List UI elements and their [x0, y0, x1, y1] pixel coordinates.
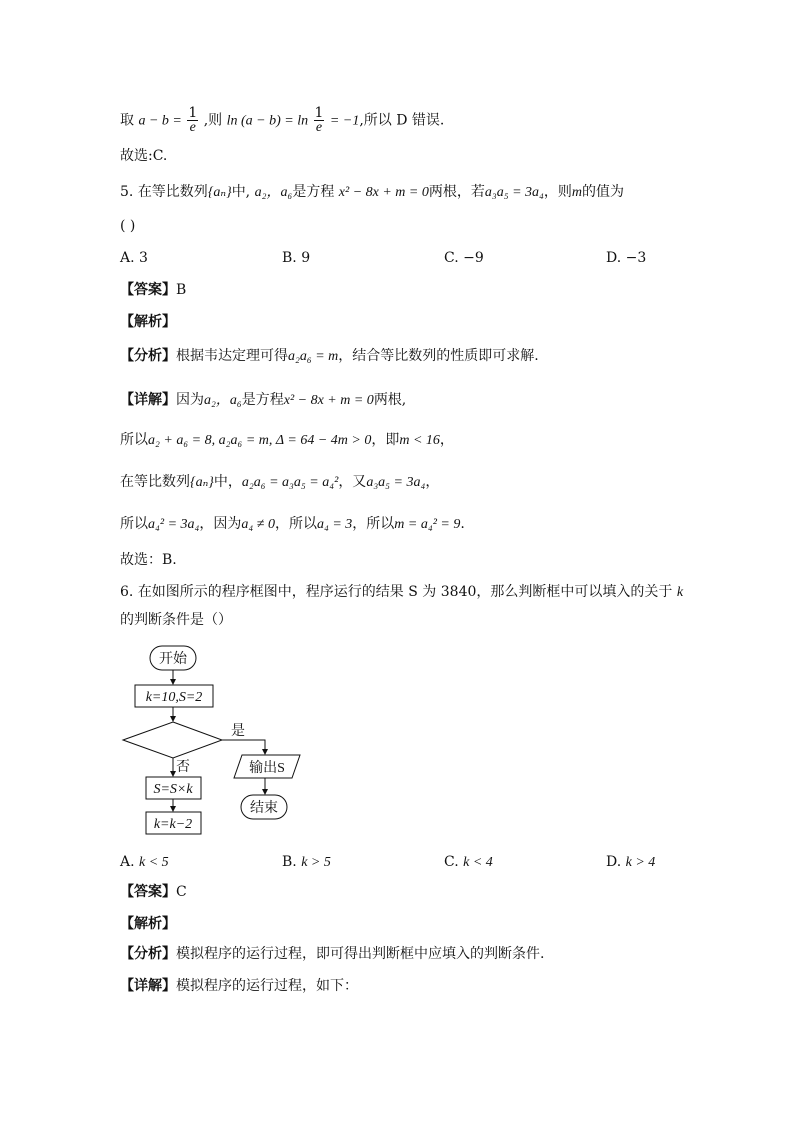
answer-value: B [176, 282, 187, 298]
text: ， [439, 432, 454, 448]
fraction [187, 106, 198, 135]
text: 所以 [120, 516, 148, 532]
option-label: A. [120, 250, 135, 266]
text: 中, [231, 184, 251, 200]
q6-option-d [606, 852, 655, 873]
multiply-label: S=S×k [153, 782, 193, 797]
q6-option-b [282, 852, 331, 873]
option-label: C. [444, 854, 459, 870]
q5-option-d [606, 248, 646, 268]
math-expr: a₂ + a₆ = 8, a₂a₆ = m, Δ = 64 − 4m > 0 [148, 433, 372, 448]
frac-num: 1 [314, 105, 324, 121]
option-value: 9 [301, 250, 311, 266]
text: 模拟程序的运行过程，如下： [176, 978, 358, 994]
text: 取 [120, 112, 134, 129]
math-expr: a₃a₅ = 3a₄ [484, 185, 544, 200]
q6-fenxi [120, 944, 544, 964]
fenxi-tag: 【分析】 [120, 348, 176, 364]
math-expr: x² − 8x + m = 0 [338, 185, 429, 200]
math-expr: x² − 8x + m = 0 [283, 393, 374, 408]
q5-fenxi [120, 346, 539, 367]
text: 是方程 [241, 392, 284, 408]
text: ,所以 D 错误. [359, 112, 445, 129]
q5-option-a [120, 248, 148, 268]
math-expr: m = a₄² = 9 [394, 517, 461, 532]
text: ，所以 [352, 516, 395, 532]
prev-solution-line [120, 106, 444, 135]
text: . [460, 516, 465, 532]
q5-option-c [444, 248, 484, 268]
q6-answer [120, 882, 187, 902]
math-expr: ln (a − b) = ln [226, 113, 309, 129]
q6-stem-cont: 的判断条件是（） [120, 612, 232, 628]
q5-step1 [120, 430, 454, 451]
text: 在等比数列 [137, 184, 208, 200]
answer-tag: 【答案】 [120, 282, 176, 298]
q5-answer [120, 280, 186, 300]
math-expr: a₂，a₆ [254, 185, 293, 200]
fraction [314, 106, 325, 135]
q6-option-c [444, 852, 493, 873]
answer-tag: 【答案】 [120, 884, 176, 900]
option-label: B. [282, 250, 297, 266]
math-expr: a₄² = 3a₄ [148, 517, 200, 532]
decision-diamond [123, 722, 222, 758]
q6-option-a [120, 852, 169, 873]
q5-analysis-tag: 【解析】 [120, 314, 176, 330]
text: ，则 [543, 184, 572, 200]
text: 中， [213, 474, 242, 490]
no-label: 否 [176, 760, 190, 775]
text: 因为 [176, 392, 204, 408]
end-label: 结束 [250, 801, 278, 816]
math-expr: a − b = [138, 113, 182, 129]
option-value: −3 [625, 250, 647, 266]
text: 所以 [120, 432, 148, 448]
math-expr: k [676, 585, 684, 600]
question-number: 5. [120, 184, 134, 200]
math-expr: {aₙ} [190, 475, 214, 490]
q6-detail [120, 976, 358, 996]
math-expr: a₂a₆ = a₃a₅ = a₄² [241, 475, 339, 490]
q5-step3 [120, 514, 465, 535]
frac-num: 1 [188, 105, 198, 121]
q6-analysis-tag: 【解析】 [120, 916, 176, 932]
math-expr: a₂a₆ = m [288, 349, 339, 364]
text: ， [425, 474, 440, 490]
option-value: 3 [139, 250, 148, 266]
question-number: 6. [120, 584, 134, 600]
q5-stem [120, 182, 624, 203]
text: 模拟程序的运行过程，即可得出判断框中应填入的判断条件. [176, 946, 545, 962]
text: 两根, [373, 392, 407, 408]
option-label: C. [444, 250, 459, 266]
q5-detail [120, 390, 406, 411]
frac-den: e [189, 120, 196, 135]
option-value: −9 [463, 250, 484, 266]
math-expr: a₄ = 3 [316, 517, 353, 532]
answer-value: C [176, 884, 187, 900]
q5-option-b [282, 248, 310, 268]
math-expr: a₃a₅ = 3a₄ [366, 475, 426, 490]
math-expr: a₄ ≠ 0 [241, 517, 275, 532]
yes-label: 是 [231, 724, 245, 739]
option-value: k > 4 [625, 855, 656, 870]
frac-den: e [315, 120, 323, 135]
text: 在等比数列 [120, 474, 190, 490]
text: ，结合等比数列的性质即可求解. [338, 348, 539, 364]
program-flowchart [110, 640, 320, 840]
option-value: k < 5 [139, 855, 169, 870]
math-expr: {aₙ} [207, 185, 232, 200]
text: ，因为 [199, 516, 242, 532]
math-expr: m < 16 [399, 433, 440, 448]
math-expr: m [571, 185, 583, 200]
text: 根据韦达定理可得 [176, 348, 288, 364]
fenxi-tag: 【分析】 [120, 946, 176, 962]
yes-arrow [222, 740, 265, 754]
option-label: D. [606, 250, 622, 266]
option-label: D. [606, 854, 622, 870]
text: ，所以 [274, 516, 317, 532]
init-label: k=10,S=2 [145, 690, 203, 705]
option-value: k < 4 [463, 855, 493, 870]
option-value: k > 5 [301, 855, 331, 870]
option-label: A. [120, 854, 135, 870]
text: 是方程 [292, 184, 335, 200]
option-label: B. [282, 854, 297, 870]
q5-step2 [120, 472, 439, 493]
detail-tag: 【详解】 [120, 978, 176, 994]
math-expr: = −1 [329, 113, 360, 129]
text: 的值为 [582, 184, 625, 200]
text: ，又 [338, 474, 367, 490]
detail-tag: 【详解】 [120, 392, 176, 408]
q4-conclusion: 故选:C. [120, 148, 168, 164]
q5-paren: ( ) [120, 218, 136, 234]
math-expr: a₂，a₆ [204, 393, 242, 408]
q5-conclusion: 故选：B. [120, 552, 177, 568]
text: 两根，若 [428, 184, 485, 200]
decrement-label: k=k−2 [153, 817, 193, 832]
text: ，即 [371, 432, 400, 448]
q6-stem [120, 582, 683, 603]
text: ,则 [203, 112, 223, 129]
output-label: 输出S [249, 761, 285, 776]
start-label: 开始 [159, 652, 187, 667]
text: 在如图所示的程序框图中，程序运行的结果 S 为 3840，那么判断框中可以填入的关于 [137, 584, 673, 600]
